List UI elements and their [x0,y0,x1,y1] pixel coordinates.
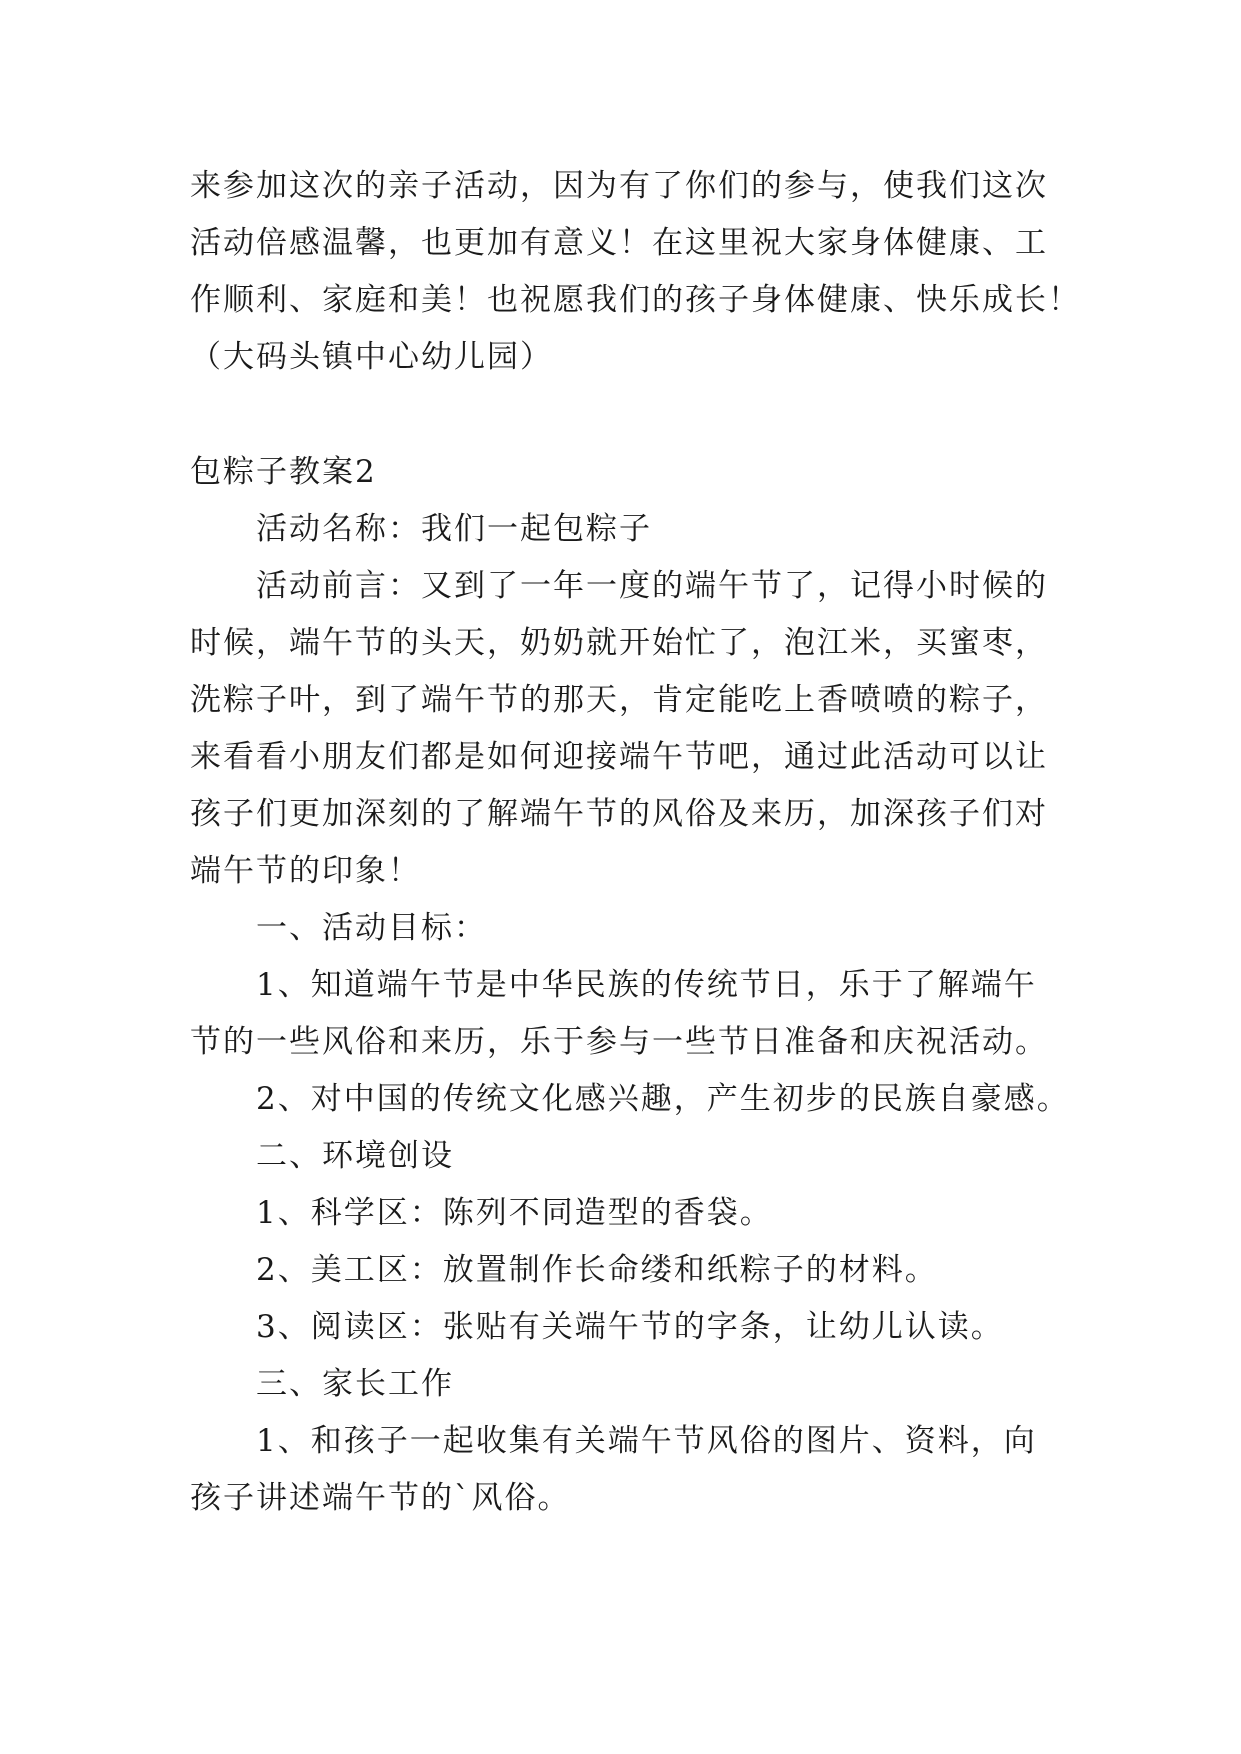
activity-name: 活动名称：我们一起包粽子 [256,511,652,547]
closing-line: 来参加这次的亲子活动，因为有了你们的参与，使我们这次 [190,168,1048,204]
lesson-section [190,444,1070,1527]
closing-line: 活动倍感温馨，也更加有意义！在这里祝大家身体健康、工 [190,225,1048,261]
preface-line: 洗粽子叶，到了端午节的那天，肯定能吃上香喷喷的粽子， [190,682,1048,718]
parent-1-line: 1、和孩子一起收集有关端午节风俗的图片、资料，向 [256,1423,1037,1459]
preface-line: 活动前言：又到了一年一度的端午节了，记得小时候的 [256,568,1048,604]
goals-heading: 一、活动目标： [256,910,487,946]
preface-line: 来看看小朋友们都是如何迎接端午节吧，通过此活动可以让 [190,739,1048,775]
preface-line: 孩子们更加深刻的了解端午节的风俗及来历，加深孩子们对 [190,796,1048,832]
environment-heading: 二、环境创设 [256,1138,454,1174]
closing-paragraph [190,158,1081,386]
closing-line: 作顺利、家庭和美！也祝愿我们的孩子身体健康、快乐成长！ [190,282,1081,318]
closing-signature: （大码头镇中心幼儿园） [190,339,553,375]
env-item-reading: 3、阅读区：张贴有关端午节的字条，让幼儿认读。 [256,1309,1004,1345]
goal-1-line: 1、知道端午节是中华民族的传统节日，乐于了解端午 [256,967,1037,1003]
goal-1-line: 节的一些风俗和来历，乐于参与一些节日准备和庆祝活动。 [190,1024,1048,1060]
parent-heading: 三、家长工作 [256,1366,454,1402]
preface-line: 时候，端午节的头天，奶奶就开始忙了，泡江米，买蜜枣， [190,625,1048,661]
env-item-science: 1、科学区：陈列不同造型的香袋。 [256,1195,773,1231]
preface-line: 端午节的印象！ [190,853,421,889]
goal-1-paragraph [190,957,1070,1071]
parent-1-paragraph [190,1413,1070,1527]
lesson-title: 包粽子教案2 [190,454,377,490]
parent-1-line: 孩子讲述端午节的`风俗。 [190,1480,571,1516]
env-item-art: 2、美工区：放置制作长命缕和纸粽子的材料。 [256,1252,938,1288]
goal-2: 2、对中国的传统文化感兴趣，产生初步的民族自豪感。 [256,1081,1070,1117]
preface-paragraph [190,558,1070,900]
